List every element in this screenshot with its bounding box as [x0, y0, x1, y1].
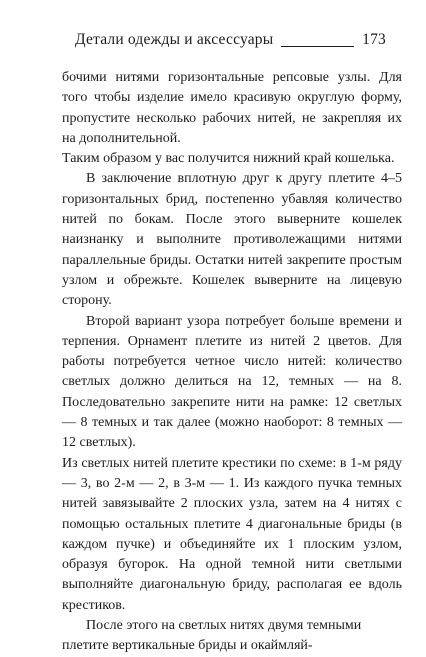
page-number: 173 [362, 31, 386, 48]
header-rule [281, 46, 354, 47]
paragraph-4: После этого на светлых нитях двумя темными плетите вертикальные бриды и окаймляй- [62, 618, 362, 654]
running-header [75, 31, 386, 49]
body-text [62, 68, 402, 657]
paragraph-3a: Второй вариант узора потребует больше времени и терпения. Орнамент плетите из нитей 2 цветов. Для работы потребуется четное число нитей: количество светлых должно делиться на 12, темных — на 8. Последовательно закрепите нити на рамке: 12 светлых — 8 темных и так далее (можно наоборот: 8 темных — 12 светлых). [62, 313, 402, 451]
paragraph-3b: Из светлых нитей плетите крестики по схеме: в 1-м ряду — 3, во 2-м — 2, в 3-м — 1. Из каждого пучка темных нитей завязывайте 2 плоских узла, затем на 4 нитях с помощью остальных плетите 4 диагональные бриды (в каждом пучке) и объединяйте их 1 плоским узлом, образуя бугорок. На одной темной нити светлыми выполняйте диагональную бриду, располагая ее вдоль крестиков. [62, 455, 402, 613]
chapter-title: Детали одежды и аксессуары [75, 31, 274, 48]
paragraph-1b: Таким образом у вас получится нижний край кошелька. [62, 151, 395, 167]
paragraph-1a: бочими нитями горизонтальные репсовые узлы. Для того чтобы изделие имело красивую округлую форму, пропустите несколько рабочих нитей, не закрепляя их на дополнительной. [62, 70, 402, 146]
paragraph-2: В заключение вплотную друг к другу плетите 4–5 горизонтальных брид, постепенно убавляя количество нитей по бокам. После этого выверните кошелек наизнанку и выполните противолежащими нитями параллельные бриды. Остатки нитей закрепите простым узлом и обрежьте. Кошелек выверните на лицевую сторону. [62, 171, 402, 309]
